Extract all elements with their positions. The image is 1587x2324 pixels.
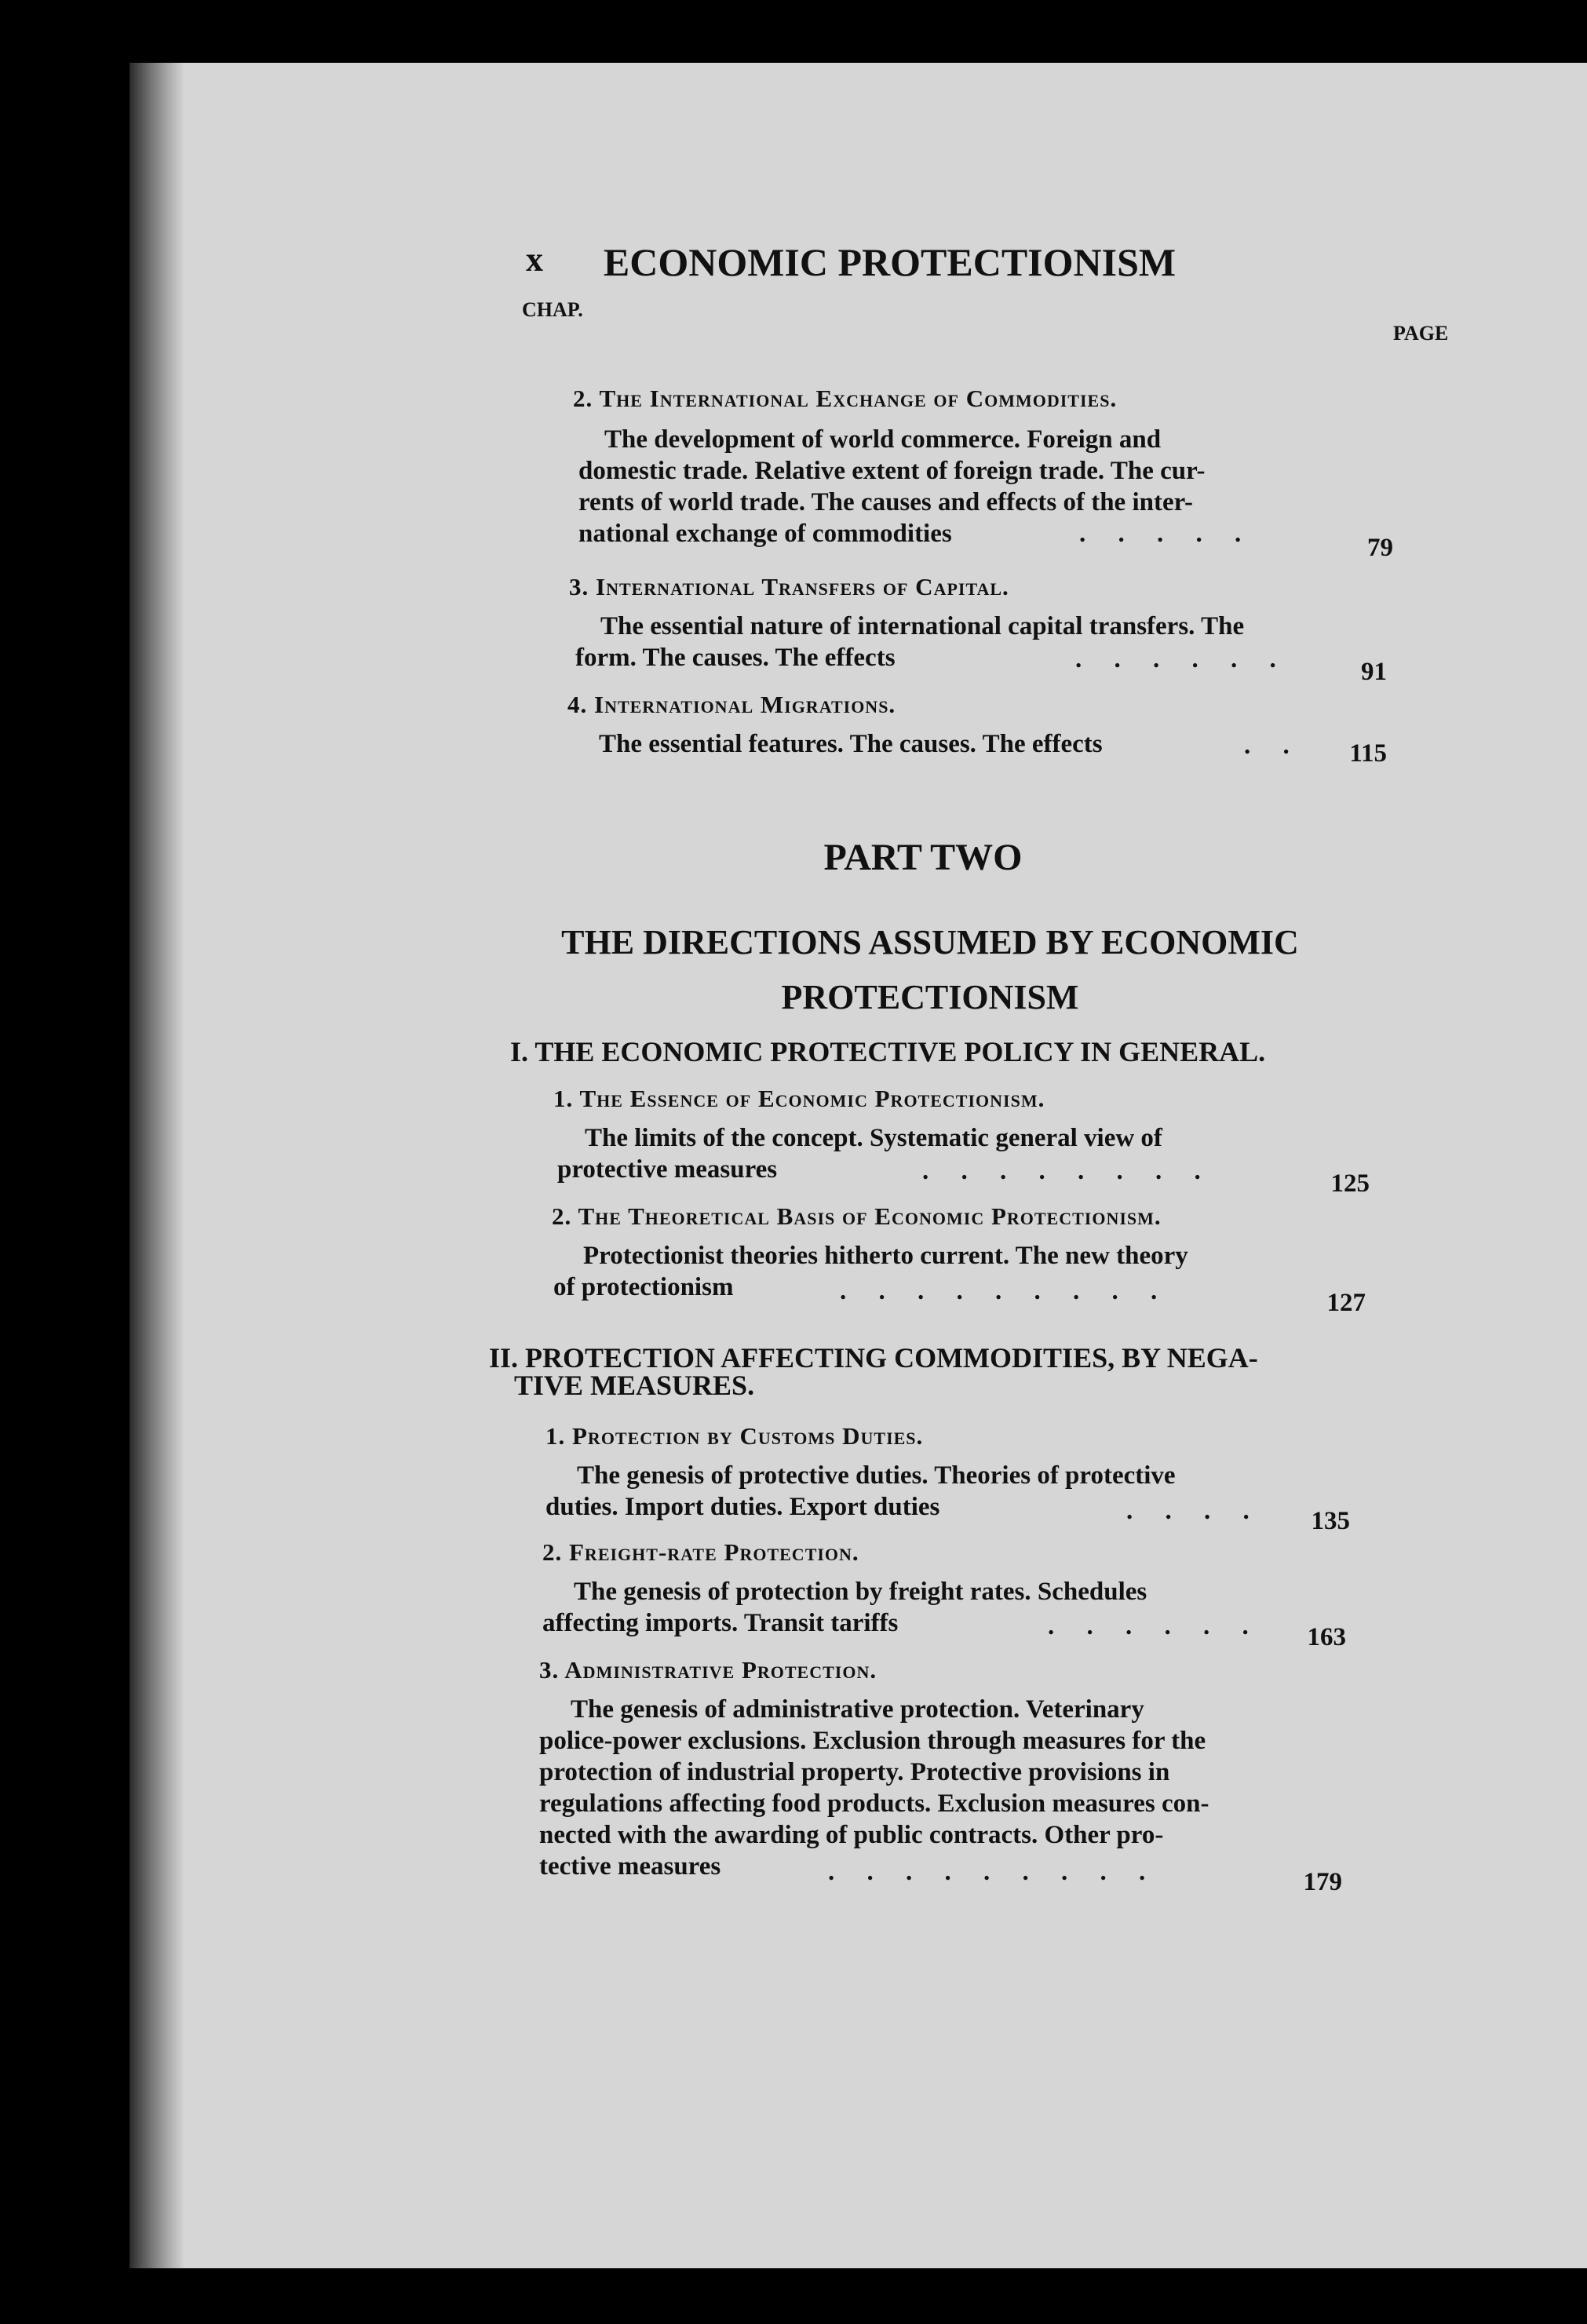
section-desc-line: regulations affecting food products. Exclusion measures con- xyxy=(539,1790,1209,1818)
section-desc-line: The genesis of protection by freight rates. Schedules xyxy=(574,1578,1147,1606)
leader-dots: . . . . . . xyxy=(1048,1612,1249,1640)
section-desc-line: The genesis of protective duties. Theories of protective xyxy=(577,1461,1176,1490)
leader-dots: . . . . . . . . . xyxy=(840,1277,1158,1305)
toc-page-ref: 179 xyxy=(1303,1868,1342,1896)
part-label: PART TWO xyxy=(823,837,1023,878)
section-desc-line: form. The causes. The effects xyxy=(575,644,896,672)
section-desc-line: duties. Import duties. Export duties xyxy=(545,1493,940,1521)
leader-dots: . . . . xyxy=(1126,1497,1250,1525)
leader-dots: . . . . . . . . . xyxy=(828,1858,1146,1886)
toc-page-ref: 115 xyxy=(1349,739,1387,768)
leader-dots: . . . . . . xyxy=(1075,645,1276,673)
toc-page-ref: 135 xyxy=(1311,1507,1350,1535)
section-desc-line: tective measures xyxy=(539,1852,721,1881)
section-desc-line: protective measures xyxy=(557,1155,778,1184)
leader-dots: . . . . . . . . xyxy=(922,1157,1201,1185)
section-desc-line: The development of world commerce. Foreign and xyxy=(604,425,1162,454)
toc-page-ref: 79 xyxy=(1367,534,1393,562)
section-heading: 3. International Transfers of Capital. xyxy=(569,573,1009,600)
chapter-title: II. PROTECTION AFFECTING COMMODITIES, BY NEGA- xyxy=(489,1342,1258,1374)
section-heading: 2. The Theoretical Basis of Economic Protectionism. xyxy=(552,1202,1162,1230)
part-title-line: THE DIRECTIONS ASSUMED BY ECONOMIC xyxy=(561,923,1299,961)
section-desc-line: of protectionism xyxy=(553,1273,734,1301)
section-desc-line: national exchange of commodities xyxy=(578,520,952,548)
section-desc-line: domestic trade. Relative extent of foreign trade. The cur- xyxy=(578,457,1206,485)
section-desc-line: The limits of the concept. Systematic general view of xyxy=(585,1124,1162,1152)
section-desc-line: protection of industrial property. Protective provisions in xyxy=(539,1758,1170,1786)
chap-column-label: CHAP. xyxy=(522,298,583,321)
section-desc-line: rents of world trade. The causes and effects of the inter- xyxy=(578,488,1194,516)
section-heading: 1. The Essence of Economic Protectionism. xyxy=(553,1085,1045,1112)
toc-content xyxy=(130,63,1587,2268)
section-heading: 4. International Migrations. xyxy=(567,691,896,718)
toc-page-ref: 163 xyxy=(1307,1623,1346,1651)
section-heading: 3. Administrative Protection. xyxy=(539,1656,877,1684)
book-page xyxy=(130,63,1587,2268)
section-desc-line: affecting imports. Transit tariffs xyxy=(542,1609,899,1637)
section-desc-line: The essential nature of international capital transfers. The xyxy=(600,612,1245,640)
section-desc-line: The genesis of administrative protection. Veterinary xyxy=(571,1695,1144,1724)
part-title-line: PROTECTIONISM xyxy=(781,978,1079,1016)
leader-dots: . . xyxy=(1244,731,1290,760)
section-heading: 2. Freight-rate Protection. xyxy=(542,1538,859,1566)
chapter-title: TIVE MEASURES. xyxy=(514,1370,755,1401)
chapter-title: I. THE ECONOMIC PROTECTIVE POLICY IN GENERAL. xyxy=(510,1036,1266,1067)
section-desc-line: The essential features. The causes. The effects xyxy=(599,730,1103,758)
page-number: x xyxy=(526,240,543,279)
leader-dots: . . . . . xyxy=(1079,520,1242,548)
toc-page-ref: 91 xyxy=(1361,658,1387,686)
section-heading: 2. The International Exchange of Commodities. xyxy=(573,385,1118,412)
section-desc-line: Protectionist theories hitherto current. The new theory xyxy=(583,1242,1188,1270)
page-column-label: PAGE xyxy=(1393,322,1449,345)
running-title: ECONOMIC PROTECTIONISM xyxy=(603,240,1177,284)
toc-page-ref: 125 xyxy=(1330,1169,1370,1198)
section-desc-line: police-power exclusions. Exclusion through measures for the xyxy=(539,1727,1206,1755)
section-heading: 1. Protection by Customs Duties. xyxy=(545,1422,924,1450)
toc-page-ref: 127 xyxy=(1326,1289,1366,1317)
section-desc-line: nected with the awarding of public contracts. Other pro- xyxy=(539,1821,1164,1849)
